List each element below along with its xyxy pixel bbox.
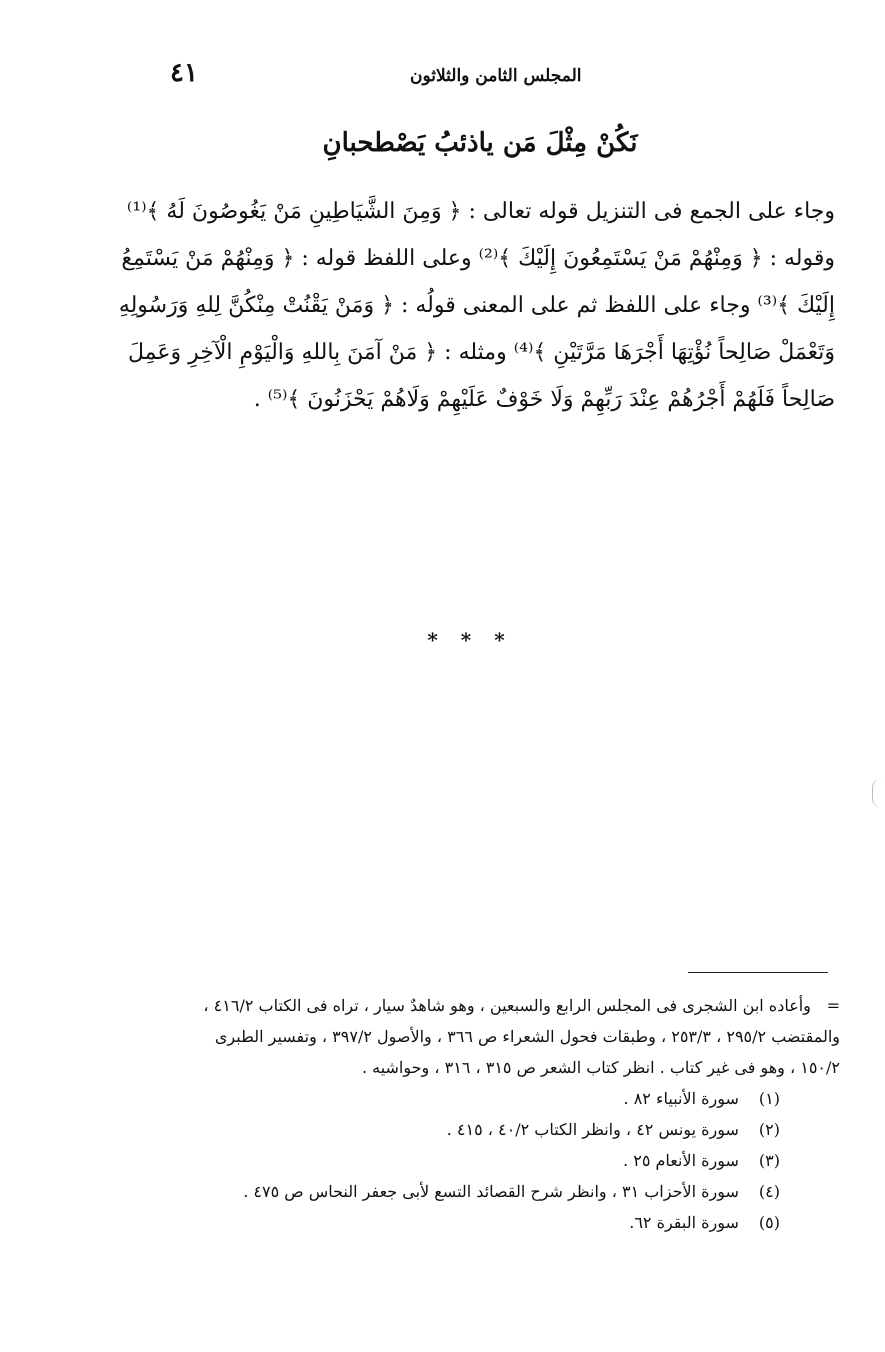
footnote-number: (٤) — [758, 1182, 780, 1201]
footnote-text: سورة الأنعام ٢٥ . — [623, 1151, 739, 1170]
body-line: صَالِحاً فَلَهُمْ أَجْرُهُمْ عِنْدَ رَبِّهِمْ وَلَا خَوْفٌ عَلَيْهِمْ وَلَاهُمْ يَحْزَنُونَ ﴾⁽⁵⁾ . — [253, 387, 835, 412]
footnote-text: سورة الأنبياء ٨٢ . — [623, 1089, 739, 1108]
footnotes — [105, 990, 840, 1238]
verse-title: نَكُنْ مِثْلَ مَن ياذئبُ يَصْطحبانِ — [322, 128, 638, 158]
running-head: المجلس الثامن والثلاثون — [410, 66, 582, 86]
footnote-entry — [105, 1114, 840, 1145]
section-separator: * * * — [427, 628, 513, 652]
footnote-text: سورة الأحزاب ٣١ ، وانظر شرح القصائد التسع لأبى جعفر النحاس ص ٤٧٥ . — [243, 1182, 739, 1201]
footnote-number: (٣) — [758, 1151, 780, 1170]
body-line: وقوله : ﴿ وَمِنْهُمْ مَنْ يَسْتَمِعُونَ إِلَيْكَ ﴾⁽²⁾ وعلى اللفظ قوله : ﴿ وَمِنْهُمْ مَنْ يَسْتَمِعُ — [121, 246, 835, 271]
page-number: ٤١ — [170, 58, 198, 88]
footnote-continuation-text: وأعاده ابن الشجرى فى المجلس الرابع والسبعين ، وهو شاهدٌ سيار ، تراه فى الكتاب ٤١٦/٢ ، — [203, 996, 811, 1015]
footnote-number: (٢) — [758, 1120, 780, 1139]
footnote-continuation-line — [105, 990, 840, 1021]
footnote-entry — [105, 1145, 840, 1176]
footnote-text: سورة يونس ٤٢ ، وانظر الكتاب ٤٠/٢ ، ٤١٥ . — [446, 1120, 739, 1139]
footnote-number: (١) — [758, 1089, 780, 1108]
page-header — [120, 58, 780, 98]
footnote-continuation-line: والمقتضب ٢٩٥/٢ ، ٢٥٣/٣ ، وطبقات فحول الشعراء ص ٣٦٦ ، والأصول ٣٩٧/٢ ، وتفسير الطبرى — [214, 1027, 840, 1046]
body-line: وجاء على الجمع فى التنزيل قوله تعالى : ﴿ وَمِنَ الشَّيَاطِينِ مَنْ يَغُوصُونَ لَهُ ﴾⁽¹⁾ — [126, 199, 835, 224]
main-text — [110, 188, 835, 423]
body-line: وَتَعْمَلْ صَالِحاً نُؤْتِهَا أَجْرَهَا مَرَّتَيْنِ ﴾⁽⁴⁾ ومثله : ﴿ مَنْ آمَنَ بِاللهِ وَالْيَوْمِ الْآخِرِ وَعَمِلَ — [127, 340, 835, 365]
body-line: إِلَيْكَ ﴾⁽³⁾ وجاء على اللفظ ثم على المعنى قولُه : ﴿ وَمَنْ يَقْنُتْ مِنْكُنَّ لِلهِ وَرَسُولِهِ — [118, 293, 835, 318]
continuation-mark: = — [826, 996, 840, 1015]
footnote-rule — [688, 972, 828, 973]
footnote-text: سورة البقرة ٦٢. — [629, 1213, 739, 1232]
footnote-entry — [105, 1207, 840, 1238]
footnote-entry — [105, 1083, 840, 1114]
footnote-number: (٥) — [758, 1213, 780, 1232]
footnote-entry — [105, 1176, 840, 1207]
page-edge-mark — [872, 778, 883, 808]
footnote-continuation-line: ١٥٠/٢ ، وهو فى غير كتاب . انظر كتاب الشعر ص ٣١٥ ، ٣١٦ ، وحواشيه . — [361, 1058, 840, 1077]
